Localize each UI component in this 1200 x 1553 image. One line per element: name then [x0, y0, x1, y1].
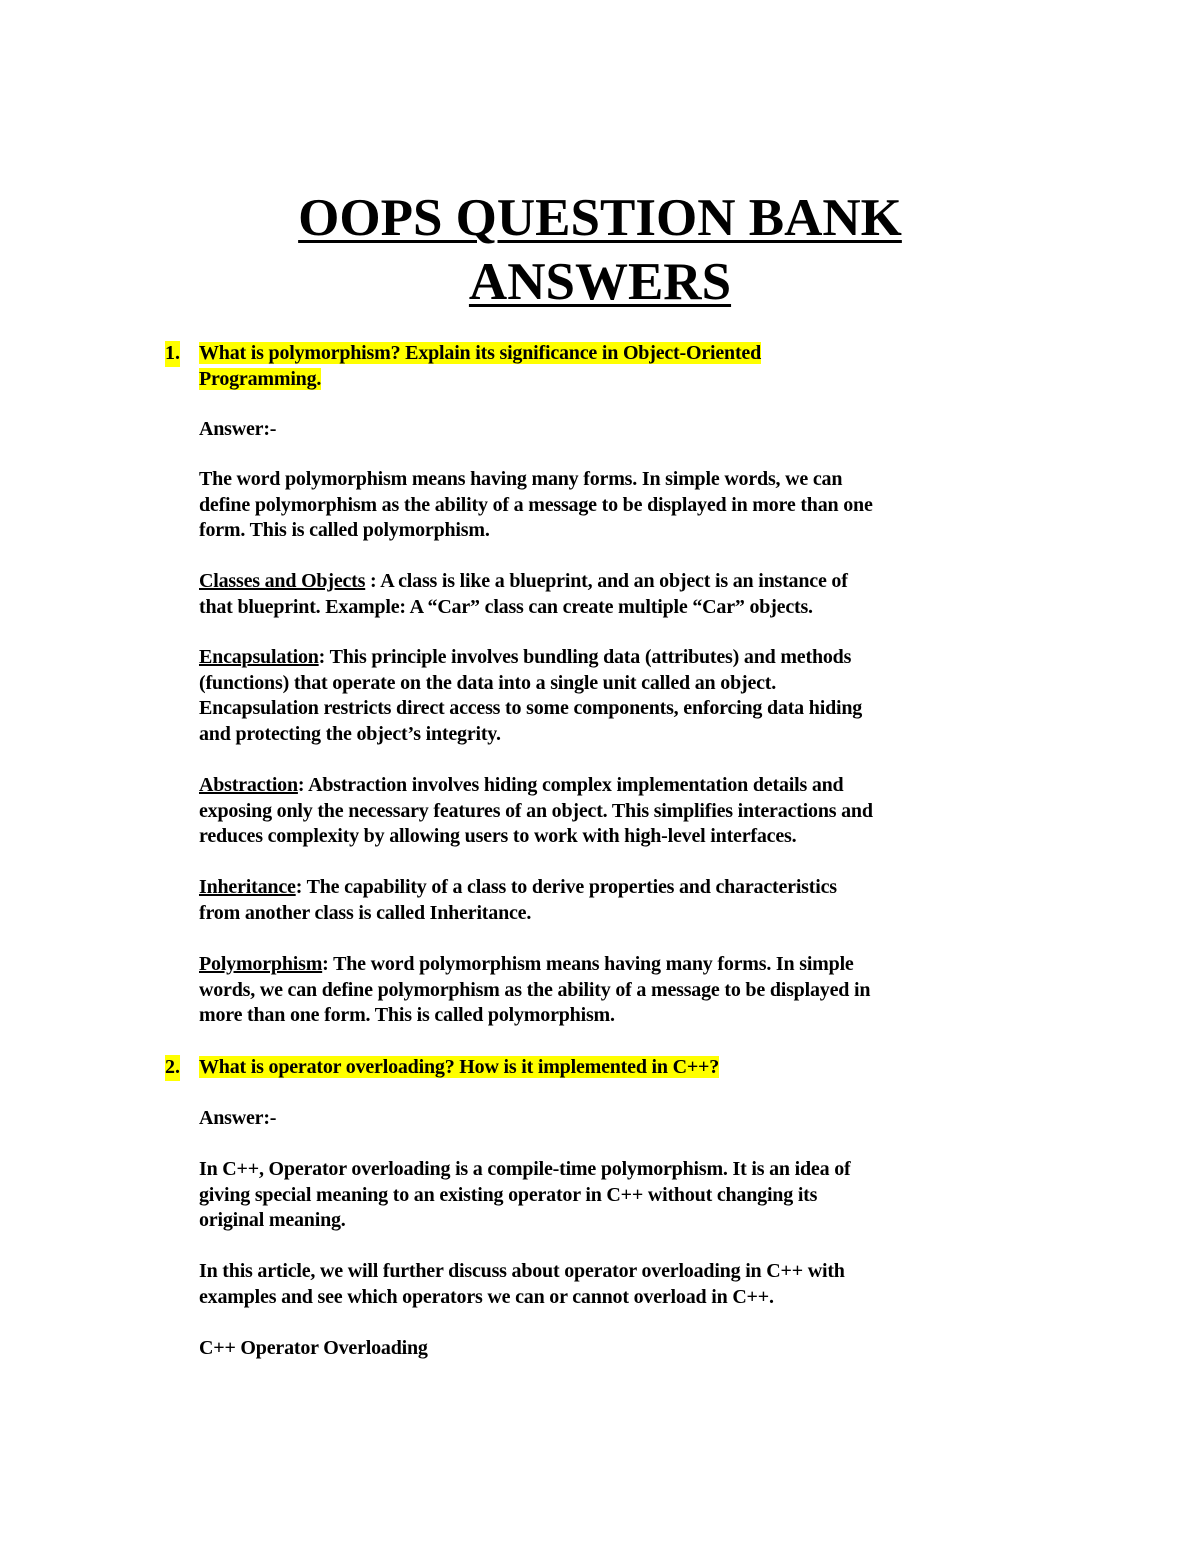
document-title — [0, 186, 1200, 314]
intro-line: form. This is called polymorphism. — [199, 519, 490, 541]
classes-objects-term: Classes and Objects — [199, 570, 366, 592]
separator: : — [295, 876, 303, 898]
encapsulation-term: Encapsulation — [199, 646, 319, 668]
question-2-text: What is operator overloading? How is it implemented in C++? — [199, 1056, 720, 1078]
inheritance-paragraph — [199, 875, 837, 926]
paragraph-text: examples and see which operators we can or cannot overload in C++. — [199, 1285, 774, 1308]
paragraph-text: Encapsulation restricts direct access to some components, enforcing data hiding — [199, 697, 863, 719]
answer-1-intro — [199, 467, 873, 544]
paragraph-text: (functions) that operate on the data into a single unit called an object. — [199, 671, 777, 694]
paragraph-text: words, we can define polymorphism as the ability of a message to be displayed in — [199, 978, 871, 1001]
question-number-2: 2. — [165, 1055, 180, 1081]
paragraph-text: exposing only the necessary features of an object. This simplifies interactions and — [199, 799, 873, 822]
separator: : — [297, 774, 305, 796]
intro-line: The word polymorphism means having many forms. In simple words, we can — [199, 468, 843, 490]
separator: : — [322, 953, 329, 975]
paragraph-text: The capability of a class to derive properties and characteristics — [302, 876, 837, 898]
question-2 — [199, 1055, 719, 1081]
question-1-line-1: What is polymorphism? Explain its significance in Object-Oriented — [199, 342, 762, 364]
abstraction-term: Abstraction — [199, 774, 298, 796]
paragraph-text: giving special meaning to an existing operator in C++ without changing its — [199, 1183, 818, 1206]
title-line-2: ANSWERS — [468, 253, 732, 311]
separator: : — [318, 646, 326, 668]
title-line-1: OOPS QUESTION BANK — [298, 189, 902, 247]
question-number-1: 1. — [165, 341, 180, 367]
question-1 — [199, 341, 761, 392]
answer-2-paragraph-2 — [199, 1259, 845, 1310]
paragraph-text: that blueprint. Example: A “Car” class can create multiple “Car” objects. — [199, 595, 813, 618]
answer-label-1: Answer:- — [199, 418, 277, 440]
paragraph-text: more than one form. This is called polymorphism. — [199, 1004, 615, 1026]
paragraph-text: Abstraction involves hiding complex implementation details and — [304, 774, 844, 796]
polymorphism-paragraph — [199, 952, 870, 1029]
classes-objects-paragraph — [199, 569, 848, 620]
paragraph-text: and protecting the object’s integrity. — [199, 722, 501, 745]
answer-label-2: Answer:- — [199, 1107, 277, 1129]
abstraction-paragraph — [199, 773, 873, 850]
paragraph-text: The word polymorphism means having many forms. In simple — [328, 953, 854, 975]
paragraph-text: In this article, we will further discuss about operator overloading in C++ with — [199, 1260, 845, 1282]
paragraph-text: A class is like a blueprint, and an object is an instance of — [380, 570, 848, 592]
section-heading: C++ Operator Overloading — [199, 1337, 428, 1359]
paragraph-text: from another class is called Inheritance. — [199, 901, 532, 924]
answer-2-paragraph-1 — [199, 1157, 850, 1234]
polymorphism-term: Polymorphism — [199, 953, 323, 975]
separator: : — [365, 570, 381, 592]
question-1-line-2: Programming. — [199, 367, 322, 390]
paragraph-text: original meaning. — [199, 1209, 346, 1231]
encapsulation-paragraph — [199, 645, 862, 747]
intro-line: define polymorphism as the ability of a message to be displayed in more than one — [199, 493, 873, 516]
paragraph-text: This principle involves bundling data (attributes) and methods — [325, 646, 852, 668]
inheritance-term: Inheritance — [199, 876, 296, 898]
paragraph-text: reduces complexity by allowing users to work with high-level interfaces. — [199, 825, 797, 847]
paragraph-text: In C++, Operator overloading is a compile-time polymorphism. It is an idea of — [199, 1158, 851, 1180]
